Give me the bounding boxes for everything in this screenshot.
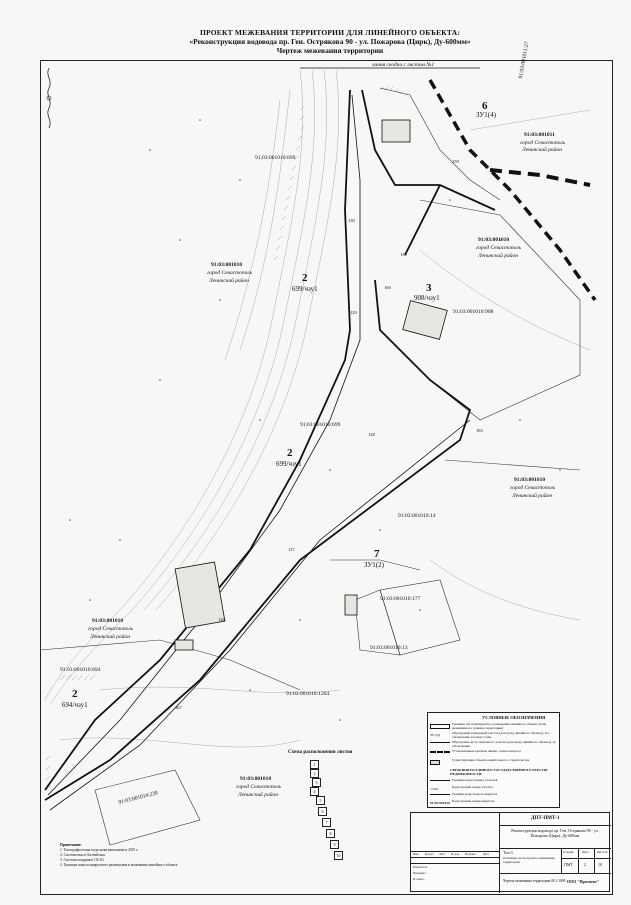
parcel-label: 91:03:001010:699	[300, 422, 341, 428]
parcel-label: 91:03:001010:238	[118, 790, 159, 806]
sheet-value: 2	[584, 862, 586, 867]
scheme-sheet: 2	[310, 769, 319, 778]
zone-number: 6	[482, 100, 488, 112]
parcel-label: 91:03:001010:699	[255, 155, 296, 161]
parcel-label: 91:03:001010:1264	[286, 691, 330, 697]
hatching	[46, 87, 408, 800]
block-district: Ленинский район	[478, 253, 518, 259]
block-city: город Севастополь	[520, 140, 566, 146]
zone-number: 2	[72, 688, 78, 700]
block-district: Ленинский район	[522, 147, 562, 153]
point-label: 137	[288, 547, 295, 552]
point-label: 160	[384, 285, 391, 290]
legend-row: Существующие объекты капитального строительства	[430, 759, 558, 766]
company: ООО "Проспект"	[567, 879, 600, 884]
topography	[45, 70, 590, 747]
header-title: ПРОЕКТ МЕЖЕВАНИЯ ТЕРРИТОРИИ ДЛЯ ЛИНЕЙНОГО ОБЪЕКТА:	[199, 28, 461, 37]
scheme-sheet: 9	[330, 840, 339, 849]
block-code: 91:03:001011	[524, 132, 555, 138]
title-block: ДПТ-ПМТ-1 Реконструкция водовода пр. Ген. Острякова 90 - ул. Пожарова (Цирк), Ду-600мм Том 3 Основная часть проекта межевания территории Стадия Лист Листов ПМТ 2 10 Чертеж межевания территории М 1:1000 ООО "Проспект" Изм. Кол.уч Лист № док Подпись Дата Разработал Проверил Н. контр.	[410, 812, 610, 892]
point-label: 139	[400, 252, 407, 257]
sheets-value: 10	[598, 862, 602, 867]
header-subtitle: Чертеж межевания территории	[276, 46, 384, 55]
volume: Том 3	[503, 850, 513, 855]
block-city: город Севастополь	[207, 270, 253, 276]
zone-sub: 694/чзу1	[62, 701, 88, 709]
parcel-symbol-icon: ЗУ1(4)	[430, 733, 440, 737]
block-district: Ленинский район	[512, 493, 552, 499]
zone-number: 2	[287, 447, 293, 459]
legend-row: Образуемая часть земельного участка (для нужд линейного объекта), ее обозначение	[430, 741, 558, 748]
scheme-sheet: 10	[334, 851, 343, 860]
drawing-name: Чертеж межевания территории М 1:1000	[503, 879, 566, 883]
block-district: Ленинский район	[238, 792, 278, 798]
legend	[427, 712, 560, 808]
block-district: Ленинский район	[209, 278, 249, 284]
parcel-label: 91:03:001010:14	[398, 513, 436, 519]
scheme-sheet: 4	[310, 787, 319, 796]
note-item: 4. Границы зоны планируемого размещения и межевания линейного объекта	[60, 863, 178, 867]
stage-label: Стадия	[563, 850, 574, 854]
scheme-sheet: 3	[312, 778, 321, 787]
survey-points	[69, 119, 561, 721]
sheet-label: Лист	[582, 850, 590, 854]
note-item: 1. Топографическая подоснова выполнена в 2019 г.	[60, 848, 139, 852]
planning-zone	[45, 90, 495, 800]
pipeline	[48, 95, 470, 810]
legend-row: 91:03:001010 Кадастровый номер квартала	[430, 799, 495, 805]
sheets-label: Листов	[597, 850, 608, 854]
note-item: 2. Система высот Балтийская.	[60, 853, 106, 857]
doc-code: ДПТ-ПМТ-1	[531, 816, 560, 821]
object-title: Реконструкция водовода пр. Ген. Острякова 90 - ул. Пожарова (Цирк), Ду-600мм	[511, 828, 599, 838]
parcel-label: 91:03:001011:27	[518, 41, 531, 80]
block-district: Ленинский район	[90, 634, 130, 640]
legend-row: Границы зон планируемого размещения линейного объекта (зона межевания по границе территории)	[430, 723, 558, 730]
zone-sub: ЗУ1(4)	[476, 111, 496, 119]
parcel-label: 91:03:001010:908	[453, 309, 494, 315]
header-object: «Реконструкция водовода пр. Ген. Острякова 90 - ул. Пожарова (Цирк), Ду-600мм»	[189, 37, 471, 46]
zone-sub: 699/чзу1	[292, 285, 318, 293]
block-code: 91:03:001010	[478, 237, 510, 243]
zone-number: 7	[374, 548, 380, 560]
legend-row: ЗУ1(4) Образуемый земельный участок (для нужд линейного объекта), его обозначение и номер точки	[430, 731, 550, 739]
scheme-sheet: 8	[326, 829, 335, 838]
scheme-title: Схема расположения листов	[288, 750, 353, 755]
zone-number: 2	[302, 272, 308, 284]
legend-title: УСЛОВНЫЕ ОБОЗНАЧЕНИЯ	[482, 715, 546, 720]
scheme-sheet: 7	[322, 818, 331, 827]
zone-number: 3	[426, 282, 432, 294]
quarter-number-symbol: 91:03:001010	[430, 801, 450, 805]
notes	[60, 843, 320, 868]
scheme-sheet: 1	[310, 760, 319, 769]
note-item: 3. Система координат СК-63.	[60, 858, 105, 862]
point-label: 128	[368, 432, 375, 437]
zone-sub: 699/чзу1	[276, 460, 302, 468]
stage-value: ПМТ	[564, 862, 573, 867]
part-symbol-icon	[430, 742, 450, 748]
parcel-label: 91:03:001010:13	[370, 645, 408, 651]
block-code: 91:03:001010	[211, 262, 243, 268]
parcel-label: 91:03:001010:177	[380, 596, 421, 602]
block-city: город Севастополь	[476, 245, 522, 251]
zone-sub: ЗУ1(2)	[364, 561, 384, 569]
notes-title: Примечание:	[60, 843, 82, 847]
point-label: 183	[476, 428, 483, 433]
zone-sub: 908/чзу1	[414, 294, 440, 302]
block-city: город Севастополь	[88, 626, 134, 632]
block-code: 91:03:001010	[514, 477, 546, 483]
block-city: город Севастополь	[510, 485, 556, 491]
point-label: 167	[175, 705, 182, 710]
legend-row: Установленные красные линии, точки поворота	[430, 750, 558, 757]
block-code: 91:03:001010	[240, 776, 272, 782]
red-line-symbol-icon	[430, 751, 450, 758]
legend-row: Границы кадастровых участков	[430, 779, 558, 786]
buildings	[175, 120, 447, 650]
parcel-label: 91:03:001010:694	[60, 667, 101, 673]
building-symbol-icon	[430, 760, 440, 765]
scheme-sheet: 6	[318, 807, 327, 816]
volume-desc: Основная часть проекта межевания территории	[503, 856, 555, 864]
zone-symbol-icon	[430, 724, 450, 729]
point-label: 259	[452, 159, 459, 164]
point-label: 130	[348, 218, 355, 223]
legend-row: :1618 Кадастровый номер участка	[430, 785, 493, 791]
match-line-label: линия сводки с листом №1	[372, 62, 435, 68]
parcel-number-symbol: :1618	[430, 787, 438, 791]
block-city: город Севастополь	[236, 784, 282, 790]
point-label: 129	[350, 310, 357, 315]
point-label: 126	[218, 617, 225, 622]
legend-row: СВЕДЕНИЯ ИЗ ЕДИНОГО ГОСУДАРСТВЕННОГО РЕЕСТРА НЕДВИЖИМОСТИ:	[450, 768, 548, 776]
scheme-sheet: 5	[316, 796, 325, 805]
red-line	[430, 80, 595, 300]
block-code: 91:03:001010	[92, 618, 124, 624]
legend-row: Граница кадастрового квартала	[430, 793, 558, 800]
